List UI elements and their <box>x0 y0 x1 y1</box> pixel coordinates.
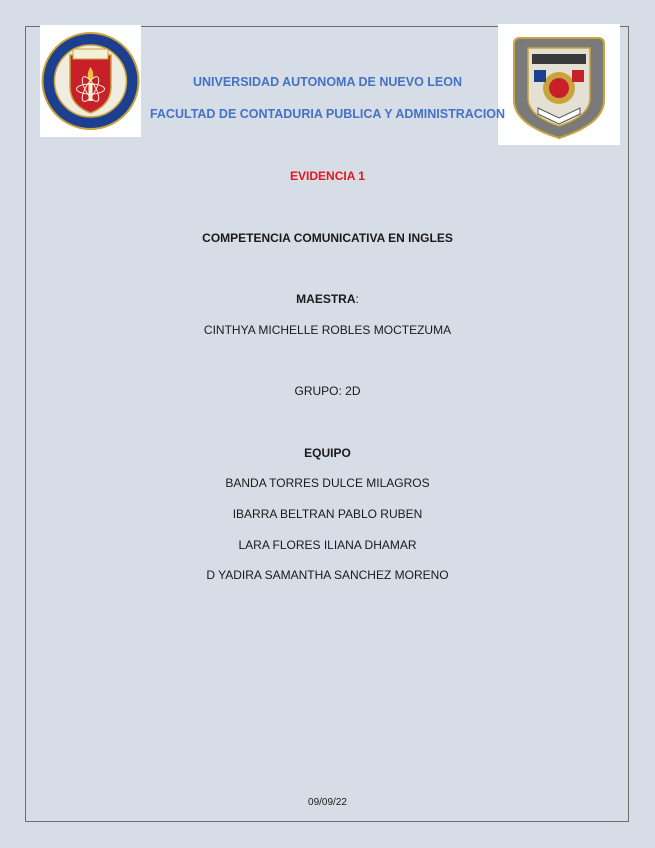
team-member: D YADIRA SAMANTHA SANCHEZ MORENO <box>206 568 449 582</box>
teacher-name: CINTHYA MICHELLE ROBLES MOCTEZUMA <box>203 323 452 337</box>
teacher-heading <box>0 292 655 306</box>
team-member: LARA FLORES ILIANA DHAMAR <box>238 538 417 552</box>
teacher-colon: : <box>355 292 359 306</box>
teacher-label: MAESTRA <box>296 292 356 306</box>
university-name: UNIVERSIDAD AUTONOMA DE NUEVO LEON <box>192 75 462 89</box>
evidence-title: EVIDENCIA 1 <box>290 169 365 183</box>
team-member: IBARRA BELTRAN PABLO RUBEN <box>232 507 423 521</box>
page-border <box>25 26 629 822</box>
group-label: GRUPO: 2D <box>294 384 361 398</box>
team-heading: EQUIPO <box>304 446 351 460</box>
date-label: 09/09/22 <box>308 797 347 808</box>
subject-title: COMPETENCIA COMUNICATIVA EN INGLES <box>202 231 453 245</box>
faculty-name: FACULTAD DE CONTADURIA PUBLICA Y ADMINISTRACION <box>149 107 506 121</box>
team-member: BANDA TORRES DULCE MILAGROS <box>225 476 430 490</box>
